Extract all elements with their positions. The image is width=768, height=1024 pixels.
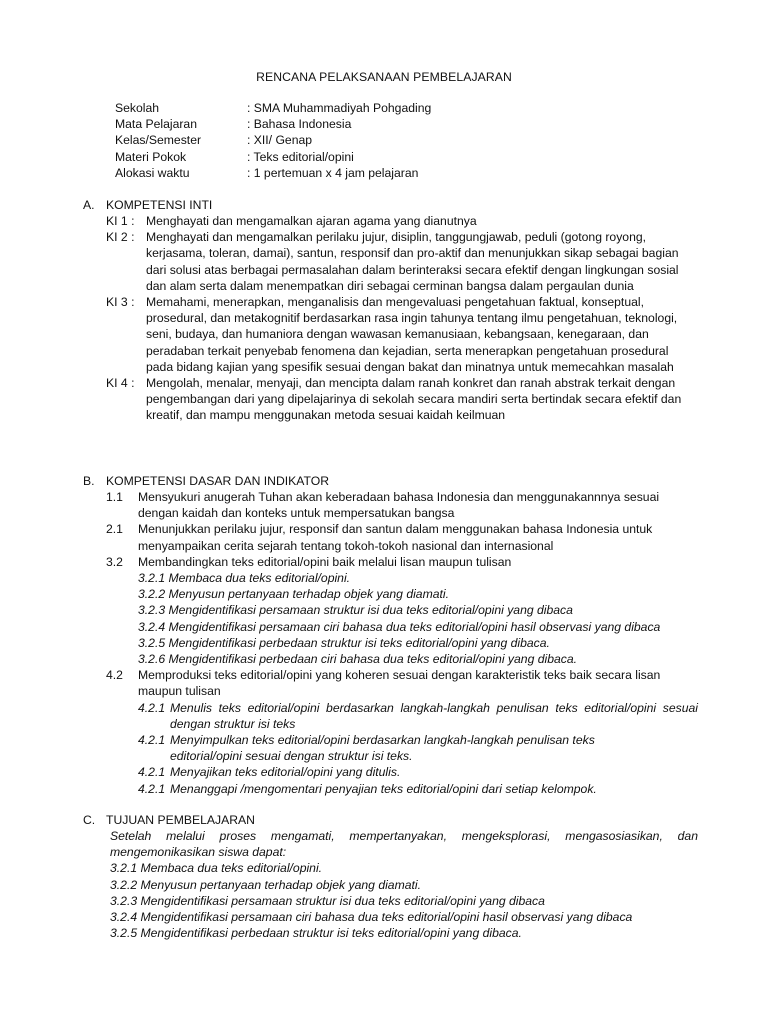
tujuan-item: 3.2.4 Mengidentifikasi persamaan ciri bahasa dua teks editorial/opini hasil observasi yang dibaca [110, 910, 633, 925]
info-row-sekolah [115, 100, 431, 116]
info-row-kelas-semester [115, 132, 431, 148]
ki-item [106, 294, 696, 375]
kd-item [106, 489, 698, 521]
kd-text: Membandingkan teks editorial/opini baik melalui lisan maupun tulisan [138, 554, 512, 569]
identity-table [115, 100, 431, 181]
indicator-item: 3.2.4 Mengidentifikasi persamaan ciri bahasa dua teks editorial/opini hasil observasi yang dibaca [138, 619, 661, 634]
document-title: RENCANA PELAKSANAAN PEMBELAJARAN [256, 70, 512, 84]
indicator-text: Menanggapi /mengomentari penyajian teks editorial/opini dari setiap kelompok. [170, 781, 597, 796]
indicator-text: Menulis teks editorial/opini berdasarkan langkah-langkah penulisan teks editorial/opini sesuai dengan struktur isi teks [170, 700, 698, 731]
tujuan-intro-line: mengemonikasikan siswa dapat: [110, 845, 287, 860]
indicator-item: 3.2.2 Menyusun pertanyaan terhadap objek yang diamati. [138, 587, 449, 602]
indicator-item [106, 764, 698, 780]
ki-label: KI 2 : [106, 230, 135, 245]
kd-item [106, 554, 698, 570]
indicator-item: 3.2.1 Membaca dua teks editorial/opini. [138, 571, 351, 586]
ki-item [106, 375, 696, 424]
section-title: KOMPETENSI DASAR DAN INDIKATOR [106, 474, 330, 488]
indicator-item [106, 781, 698, 797]
section-title: KOMPETENSI INTI [106, 198, 213, 212]
info-label: Sekolah [115, 101, 160, 115]
info-row-alokasi-waktu [115, 165, 431, 181]
indicator-item [106, 732, 698, 764]
indicator-text: Menyajikan teks editorial/opini yang ditulis. [170, 765, 401, 780]
kd-text: Mensyukuri anugerah Tuhan akan keberadaan bahasa Indonesia dan menggunakannnya sesuai dengan kaidah dan konteks untuk mempersatukan bangsa [138, 490, 660, 521]
kd-number: 1.1 [106, 490, 123, 504]
section-letter: A. [83, 198, 95, 212]
kd-text: Memproduksi teks editorial/opini yang koheren sesuai dengan karakteristik teks baik secara lisan maupun tulisan [138, 668, 661, 699]
ki-label: KI 1 : [106, 214, 135, 228]
info-label: Alokasi waktu [115, 165, 190, 180]
ki-label: KI 3 : [106, 295, 135, 310]
ki-text: Memahami, menerapkan, menganalisis dan mengevaluasi pengetahuan faktual, konseptual, prosedural, dan metakognitif berdasarkan rasa ingin tahunya tentang ilmu pengetahuan, teknologi, seni, budaya, dan humaniora dengan wawasan kemanusiaan, kebangsaan, kenegaraan, dan peradaban terkait penyebab fenomena dan kejadian, serta menerapkan pengetahuan prosedural pada bidang kajian yang spesifik sesuai dengan bakat dan minatnya untuk memecahkan masalah [146, 295, 678, 374]
ki-text: Menghayati dan mengamalkan ajaran agama yang dianutnya [146, 214, 477, 228]
indicator-number: 4.2.1 [138, 781, 166, 796]
kd-item [106, 667, 698, 699]
tujuan-item: 3.2.2 Menyusun pertanyaan terhadap objek yang diamati. [110, 877, 421, 892]
section-letter: B. [83, 474, 95, 488]
section-title: TUJUAN PEMBELAJARAN [106, 813, 255, 827]
info-row-mata-pelajaran [115, 116, 431, 132]
indicator-item: 3.2.6 Mengidentifikasi perbedaan ciri bahasa dua teks editorial/opini yang dibaca. [138, 652, 578, 667]
kd-number: 3.2 [106, 554, 123, 569]
kompetensi-dasar-list [106, 489, 698, 797]
kompetensi-inti-list [106, 213, 696, 424]
ki-text: Menghayati dan mengamalkan perilaku jujur, disiplin, tanggungjawab, peduli (gotong royong, kerjasama, toleran, damai), santun, responsif dan pro-aktif dan menunjukkan sikap sebagai bagian dari solusi atas berbagai permasalahan dalam berinteraksi secara efektif dengan lingkungan sosial dan alam serta dalam menempatkan diri sebagai cerminan bangsa dalam pergaulan dunia [146, 230, 679, 293]
info-value: : XII/ Genap [247, 133, 313, 148]
ki-label: KI 4 : [106, 376, 135, 391]
indicator-item [106, 700, 698, 732]
info-label: Kelas/Semester [115, 133, 202, 148]
ki-item [106, 213, 696, 229]
tujuan-intro [110, 828, 698, 860]
section-letter: C. [83, 813, 96, 827]
info-label: Mata Pelajaran [115, 117, 197, 132]
info-value: : Teks editorial/opini [247, 149, 354, 164]
kd-number: 4.2 [106, 668, 123, 683]
ki-text: Mengolah, menalar, menyaji, dan mencipta dalam ranah konkret dan ranah abstrak terkait dengan pengembangan dari yang dipelajarinya di sekolah secara mandiri serta bertindak secara efektif dan kreatif, dan mampu menggunakan metoda sesuai kaidah keilmuan [146, 376, 682, 423]
tujuan-intro-line: Setelah melalui proses mengamati, mempertanyakan, mengeksplorasi, mengasosiasikan, dan [110, 829, 698, 843]
section-c-heading [83, 812, 255, 828]
section-b-heading [83, 473, 329, 489]
indicator-number: 4.2.1 [138, 765, 166, 780]
info-value: : 1 pertemuan x 4 jam pelajaran [247, 165, 419, 180]
info-row-materi-pokok [115, 149, 431, 165]
section-a-heading [83, 197, 212, 213]
tujuan-item: 3.2.3 Mengidentifikasi persamaan struktur isi dua teks editorial/opini yang dibaca [110, 893, 545, 908]
kd-number: 2.1 [106, 522, 123, 537]
tujuan-item: 3.2.1 Membaca dua teks editorial/opini. [110, 861, 323, 876]
tujuan-item: 3.2.5 Mengidentifikasi perbedaan struktur isi teks editorial/opini yang dibaca. [110, 926, 522, 941]
indicator-number: 4.2.1 [138, 700, 166, 715]
ki-item [106, 229, 696, 294]
indicator-text: Menyimpulkan teks editorial/opini berdasarkan langkah-langkah penulisan teks editorial/opini sesuai dengan struktur isi teks. [170, 733, 595, 764]
info-value: : SMA Muhammadiyah Pohgading [247, 101, 432, 115]
indicator-item: 3.2.3 Mengidentifikasi persamaan struktur isi dua teks editorial/opini yang dibaca [138, 603, 573, 618]
indicator-item: 3.2.5 Mengidentifikasi perbedaan struktur isi teks editorial/opini yang dibaca. [138, 635, 550, 650]
kd-text: Menunjukkan perilaku jujur, responsif dan santun dalam menggunakan bahasa Indonesia untuk menyampaikan cerita sejarah tentang tokoh-tokoh nasional dan internasional [138, 522, 653, 553]
kd-item [106, 521, 698, 553]
indicator-number: 4.2.1 [138, 733, 166, 748]
info-value: : Bahasa Indonesia [247, 117, 352, 132]
tujuan-pembelajaran-list [110, 828, 698, 941]
info-label: Materi Pokok [115, 149, 187, 164]
